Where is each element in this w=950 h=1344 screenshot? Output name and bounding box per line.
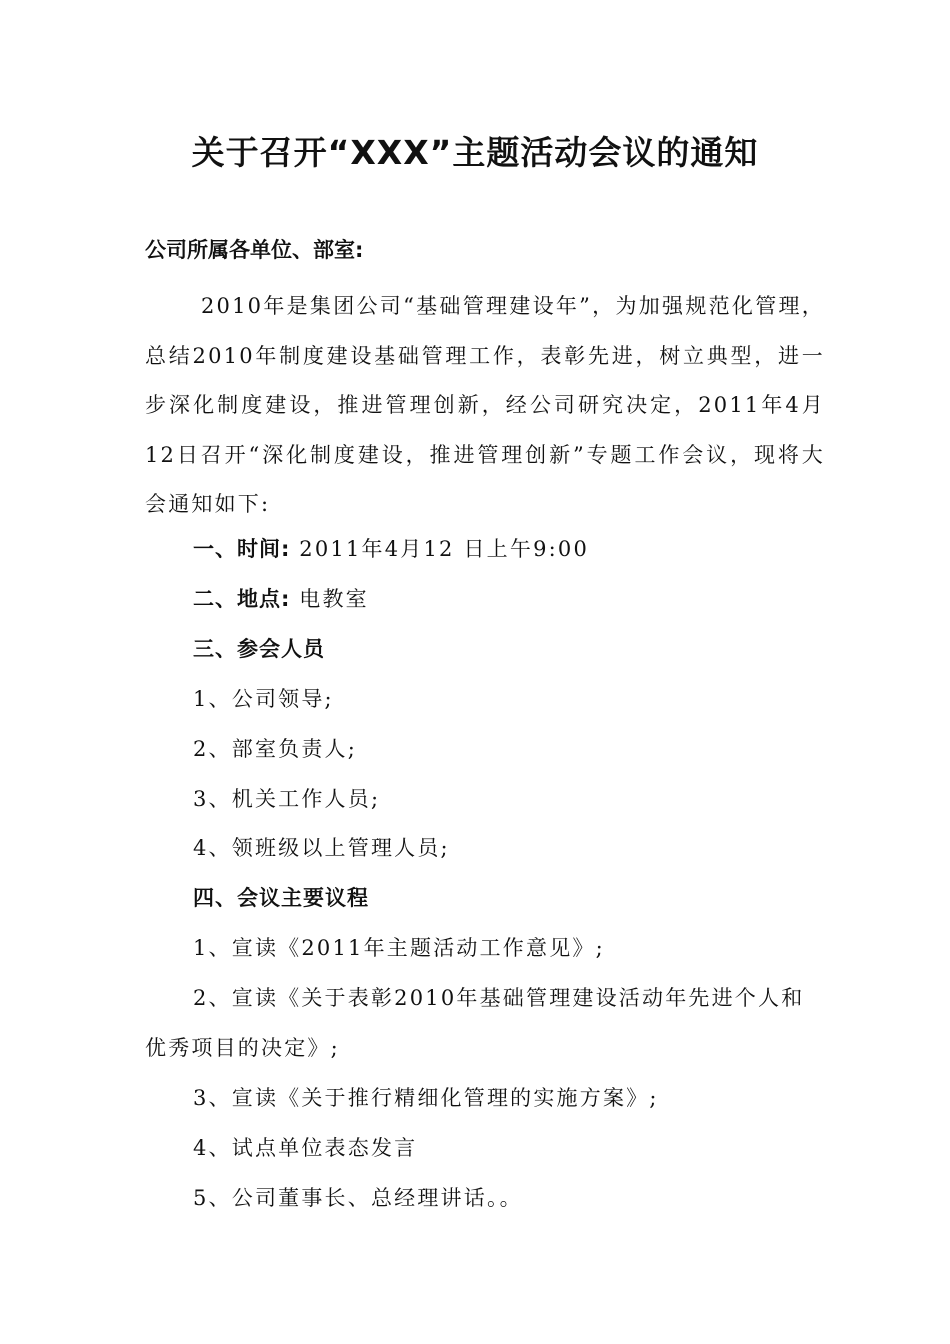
agenda-item: 5、公司董事长、总经理讲话。。	[193, 1186, 523, 1210]
intro-text: 2010年是集团公司“基础管理建设年”，为加强规范化管理， 总结2010年制度建设基础管理工作，表彰先进，树立典型，进一步深化制度建设，推进管理创新，经公司研究决定，2011年4月12日召开“深化制度建设，推进管理创新”专题工作会议，现将大会通知如下:	[145, 294, 825, 516]
attendees-heading: 三、参会人员	[193, 637, 325, 661]
time-value: 2011年4月12 日上午9:00	[290, 537, 590, 561]
agenda-item: 3、宣读《关于推行精细化管理的实施方案》;	[193, 1086, 659, 1110]
location-label: 二、地点:	[193, 587, 291, 611]
agenda-item: 1、宣读《2011年主题活动工作意见》;	[193, 936, 605, 960]
time-label: 一、时间:	[193, 537, 291, 561]
attendee-item: 3、机关工作人员;	[193, 787, 381, 811]
attendee-item: 2、部室负责人;	[193, 737, 358, 761]
agenda-item	[145, 974, 825, 1073]
attendee-item: 4、领班级以上管理人员;	[193, 836, 450, 860]
salutation: 公司所属各单位、部室:	[145, 238, 364, 262]
agenda-item: 4、试点单位表态发言	[193, 1136, 418, 1160]
intro-paragraph	[145, 282, 825, 530]
location-value: 电教室	[290, 587, 369, 611]
time-line	[193, 531, 589, 567]
location-line	[193, 581, 369, 617]
agenda-item-text: 2、宣读《关于表彰2010年基础管理建设活动年先进个人和优秀项目的决定》;	[145, 986, 805, 1060]
attendee-item: 1、公司领导;	[193, 687, 334, 711]
agenda-heading: 四、会议主要议程	[193, 886, 369, 910]
document-title: 关于召开“XXX”主题活动会议的通知	[191, 133, 759, 172]
